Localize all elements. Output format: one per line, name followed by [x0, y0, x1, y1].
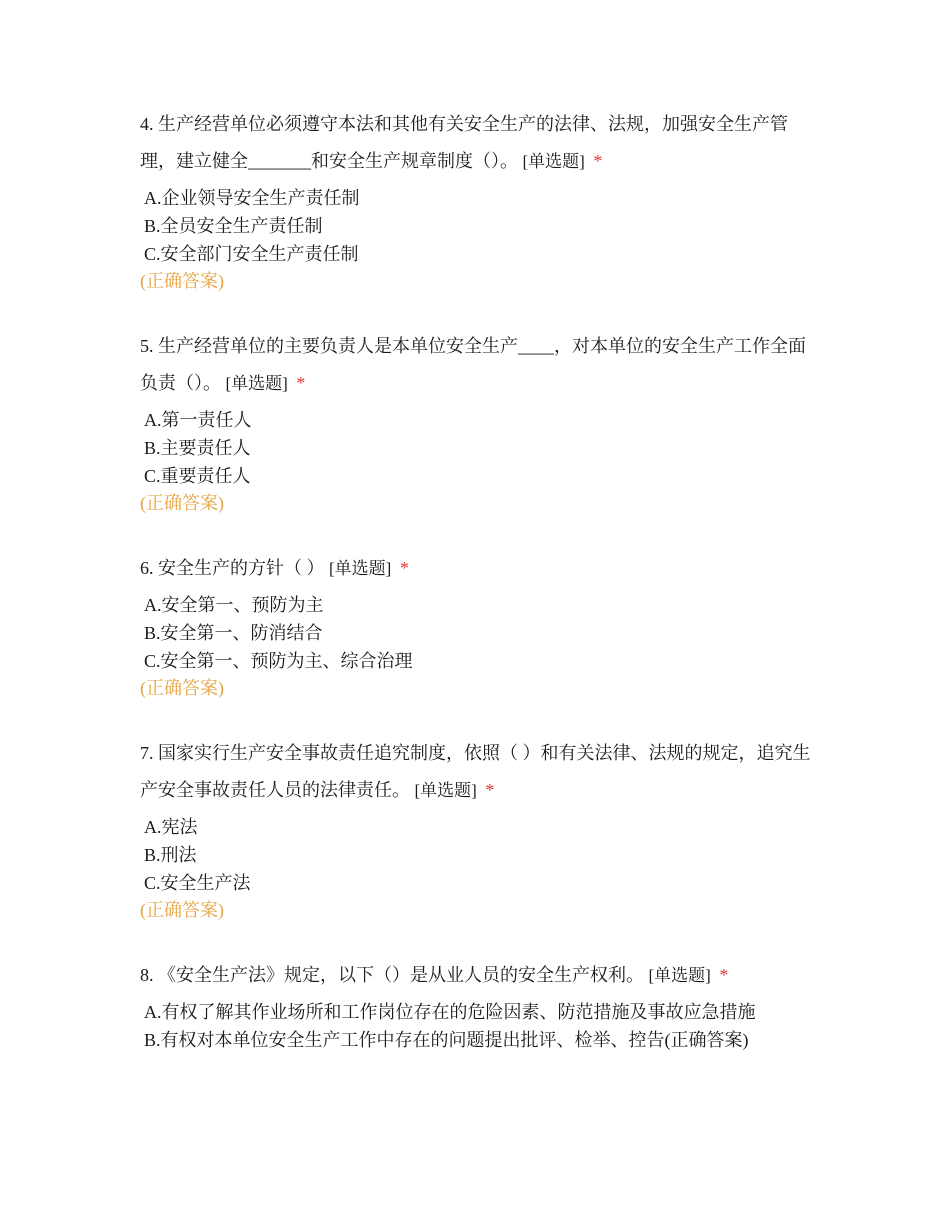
option-b[interactable]: B.有权对本单位安全生产工作中存在的问题提出批评、检举、控告(正确答案) [144, 1030, 749, 1050]
question-title [140, 735, 820, 809]
option-c[interactable]: C.重要责任人 [144, 466, 251, 486]
option-c[interactable]: C.安全第一、预防为主、综合治理 [144, 651, 413, 671]
question-type: [单选题] [522, 152, 585, 171]
option-a[interactable]: A.企业领导安全生产责任制 [144, 188, 360, 208]
option-b[interactable]: B.刑法 [144, 845, 197, 865]
option-list [140, 813, 820, 897]
correct-answer-label: (正确答案) [140, 678, 224, 698]
question-4 [140, 106, 820, 294]
question-8 [140, 957, 820, 1054]
option-a[interactable]: A.安全第一、预防为主 [144, 595, 324, 615]
question-6 [140, 550, 820, 701]
required-mark: * [719, 965, 729, 985]
option-c[interactable]: C.安全部门安全生产责任制 [144, 244, 359, 264]
question-text: 6. 安全生产的方针（ ） [140, 558, 325, 578]
option-a[interactable]: A.第一责任人 [144, 410, 252, 430]
question-type: [单选题] [225, 374, 288, 393]
correct-answer-label: (正确答案) [140, 493, 224, 513]
question-title [140, 957, 820, 994]
option-list [140, 998, 820, 1054]
question-title [140, 106, 820, 180]
correct-answer-label: (正确答案) [140, 271, 224, 291]
option-list [140, 591, 820, 675]
required-mark: * [296, 373, 306, 393]
question-5 [140, 328, 820, 516]
question-title [140, 328, 820, 402]
option-list [140, 184, 820, 268]
required-mark: * [593, 151, 603, 171]
required-mark: * [399, 558, 409, 578]
option-b[interactable]: B.主要责任人 [144, 438, 251, 458]
question-text: 8. 《安全生产法》规定，以下（）是从业人员的安全生产权利。 [140, 965, 644, 985]
question-text: 4. 生产经营单位必须遵守本法和其他有关安全生产的法律、法规，加强安全生产管理，建立健全_______和安全生产规章制度（）。 [140, 114, 788, 171]
option-b[interactable]: B.安全第一、防消结合 [144, 623, 323, 643]
required-mark: * [485, 780, 495, 800]
question-title [140, 550, 820, 587]
question-type: [单选题] [648, 966, 711, 985]
option-b[interactable]: B.全员安全生产责任制 [144, 216, 323, 236]
survey-page [140, 106, 820, 1088]
question-text: 7. 国家实行生产安全事故责任追究制度，依照（ ）和有关法律、法规的规定，追究生产安全事故责任人员的法律责任。 [140, 743, 811, 800]
correct-answer-label: (正确答案) [140, 900, 224, 920]
question-type: [单选题] [329, 559, 392, 578]
option-a[interactable]: A.宪法 [144, 817, 198, 837]
question-7 [140, 735, 820, 923]
option-a[interactable]: A.有权了解其作业场所和工作岗位存在的危险因素、防范措施及事故应急措施 [144, 1002, 756, 1022]
question-type: [单选题] [414, 781, 477, 800]
question-text: 5. 生产经营单位的主要负责人是本单位安全生产____，对本单位的安全生产工作全面负责（）。 [140, 336, 806, 393]
option-c[interactable]: C.安全生产法 [144, 873, 251, 893]
option-list [140, 406, 820, 490]
